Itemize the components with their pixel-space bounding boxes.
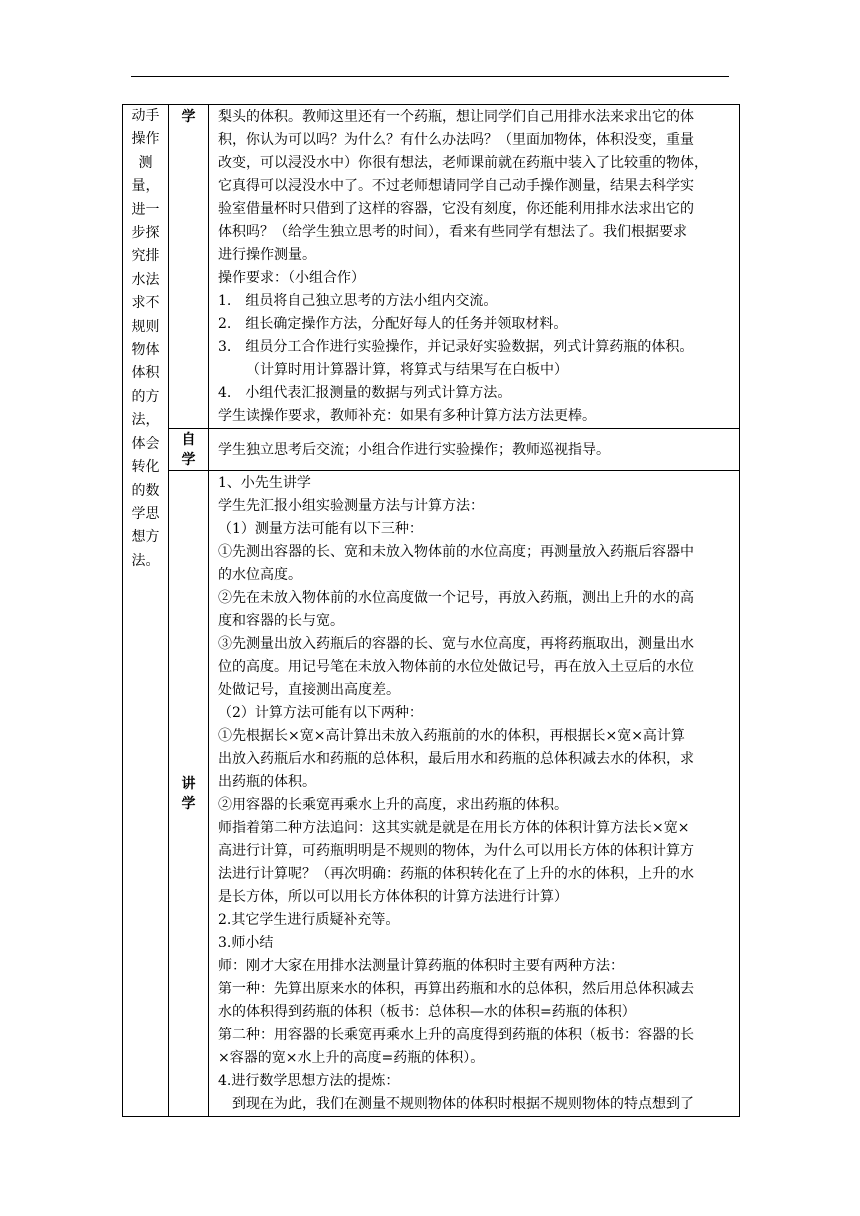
content-line: 2.其它学生进行质疑补充等。 (218, 912, 400, 928)
content-line: 梨头的体积。教师这里还有一个药瓶，想让同学们自己用排水法来求出它的体 (218, 109, 694, 125)
content-line: 水的体积得到药瓶的体积（板书：总体积—水的体积=药瓶的体积） (218, 1004, 636, 1020)
content-line: 4.进行数学思想方法的提炼： (218, 1073, 400, 1089)
content-line: 出放入药瓶后水和药瓶的总体积，最后用水和药瓶的总体积减去水的体积，求 (218, 751, 694, 767)
goal-column-cell: 动手 操作 测 量， 进一 步探 究排 水法 求不 规则 物体 体积 的方 法， 体会 转化 的数 学思 想方 法。 (123, 105, 169, 1117)
content-line: ②先在未放入物体前的水位高度做一个记号，再放入药瓶，测出上升的水的高 (218, 590, 694, 606)
content-line: 处做记号，直接测出高度差。 (218, 682, 400, 698)
content-line: 3.师小结 (218, 935, 274, 951)
content-line: 第二种：用容器的长乘宽再乘水上升的高度得到药瓶的体积（板书：容器的长 (218, 1027, 694, 1043)
content-line: 1. 组员将自己独立思考的方法小组内交流。 (218, 293, 498, 309)
content-line: 操作要求：（小组合作） (218, 270, 365, 286)
content-line: 高进行计算，可药瓶明明是不规则的物体，为什么可以用长方体的体积计算方 (218, 843, 694, 859)
content-line: 验室借量杯时只借到了这样的容器，它没有刻度，你还能利用排水法求出它的 (218, 201, 694, 217)
content-line: 它真得可以浸没水中了。不过老师想请同学自己动手操作测量，结果去科学实 (218, 178, 694, 194)
content-cell-jiangxue (209, 471, 740, 1117)
content-line: （计算时用计算器计算，将算式与结果写在白板中） (246, 362, 568, 378)
content-line: 度和容器的长与宽。 (218, 613, 344, 629)
stage-label-char: 自 (181, 431, 196, 448)
content-line: 出药瓶的体积。 (218, 774, 316, 790)
row-zixue (123, 429, 740, 471)
content-line: ①先测出容器的长、宽和未放入物体前的水位高度；再测量放入药瓶后容器中 (218, 544, 694, 560)
content-line: 进行操作测量。 (218, 247, 316, 263)
content-line: （2）计算方法可能有以下两种： (218, 705, 423, 721)
content-line: 法进行计算呢？（再次明确：药瓶的体积转化在了上升的水的体积，上升的水 (218, 866, 694, 882)
content-line: 是长方体，所以可以用长方体体积的计算方法进行计算） (218, 889, 568, 905)
content-cell-xue (209, 105, 740, 429)
content-line: 学生先汇报小组实验测量方法与计算方法： (218, 498, 484, 514)
row-jiangxue (123, 471, 740, 1117)
content-line: ×容器的宽×水上升的高度=药瓶的体积）。 (218, 1050, 485, 1066)
content-line: 2. 组长确定操作方法，分配好每人的任务并领取材料。 (218, 316, 568, 332)
content-line: 的水位高度。 (218, 567, 302, 583)
content-line: 1、小先生讲学 (218, 475, 311, 491)
stage-label-char: 学 (181, 795, 196, 812)
content-line: 积，你认为可以吗？为什么？有什么办法吗？（里面加物体，体积没变，重量 (218, 132, 694, 148)
stage-label-zixue (169, 429, 209, 471)
lesson-plan-table (122, 104, 740, 1117)
content-line: 学生读操作要求，教师补充：如果有多种计算方法方法更棒。 (218, 408, 596, 424)
stage-label-xue (169, 105, 209, 429)
content-cell-zixue (209, 429, 740, 471)
content-line: 改变，可以浸没水中）你很有想法，老师课前就在药瓶中装入了比较重的物体， (218, 155, 708, 171)
header-rule (131, 76, 729, 77)
content-line: 到现在为此，我们在测量不规则物体的体积时根据不规则物体的特点想到了 (232, 1096, 694, 1112)
row-xue (123, 105, 740, 429)
content-line: ①先根据长×宽×高计算出未放入药瓶前的水的体积，再根据长×宽×高计算 (218, 728, 685, 744)
content-line: （1）测量方法可能有以下三种： (218, 521, 423, 537)
content-line: 4. 小组代表汇报测量的数据与列式计算方法。 (218, 385, 512, 401)
stage-label-char: 学 (181, 451, 196, 468)
content-line: 位的高度。用记号笔在未放入物体前的水位处做记号，再在放入土豆后的水位 (218, 659, 694, 675)
stage-label-char: 讲 (181, 775, 196, 792)
stage-label-jiangxue (169, 471, 209, 1117)
content-line: 师指着第二种方法追问：这其实就是就是在用长方体的体积计算方法长×宽× (218, 820, 690, 836)
content-line: 第一种：先算出原来水的体积，再算出药瓶和水的总体积，然后用总体积减去 (218, 981, 694, 997)
stage-label-char: 学 (181, 109, 196, 125)
content-line: ②用容器的长乘宽再乘水上升的高度，求出药瓶的体积。 (218, 797, 568, 813)
content-line: 学生独立思考后交流；小组合作进行实验操作；教师巡视指导。 (218, 441, 610, 458)
content-line: 体积吗？（给学生独立思考的时间），看来有些同学有想法了。我们根据要求 (218, 224, 687, 240)
content-line: 师：刚才大家在用排水法测量计算药瓶的体积时主要有两种方法： (218, 958, 624, 974)
content-line: ③先测量出放入药瓶后的容器的长、宽与水位高度，再将药瓶取出，测量出水 (218, 636, 694, 652)
content-line: 3. 组员分工合作进行实验操作，并记录好实验数据，列式计算药瓶的体积。 (218, 339, 694, 355)
